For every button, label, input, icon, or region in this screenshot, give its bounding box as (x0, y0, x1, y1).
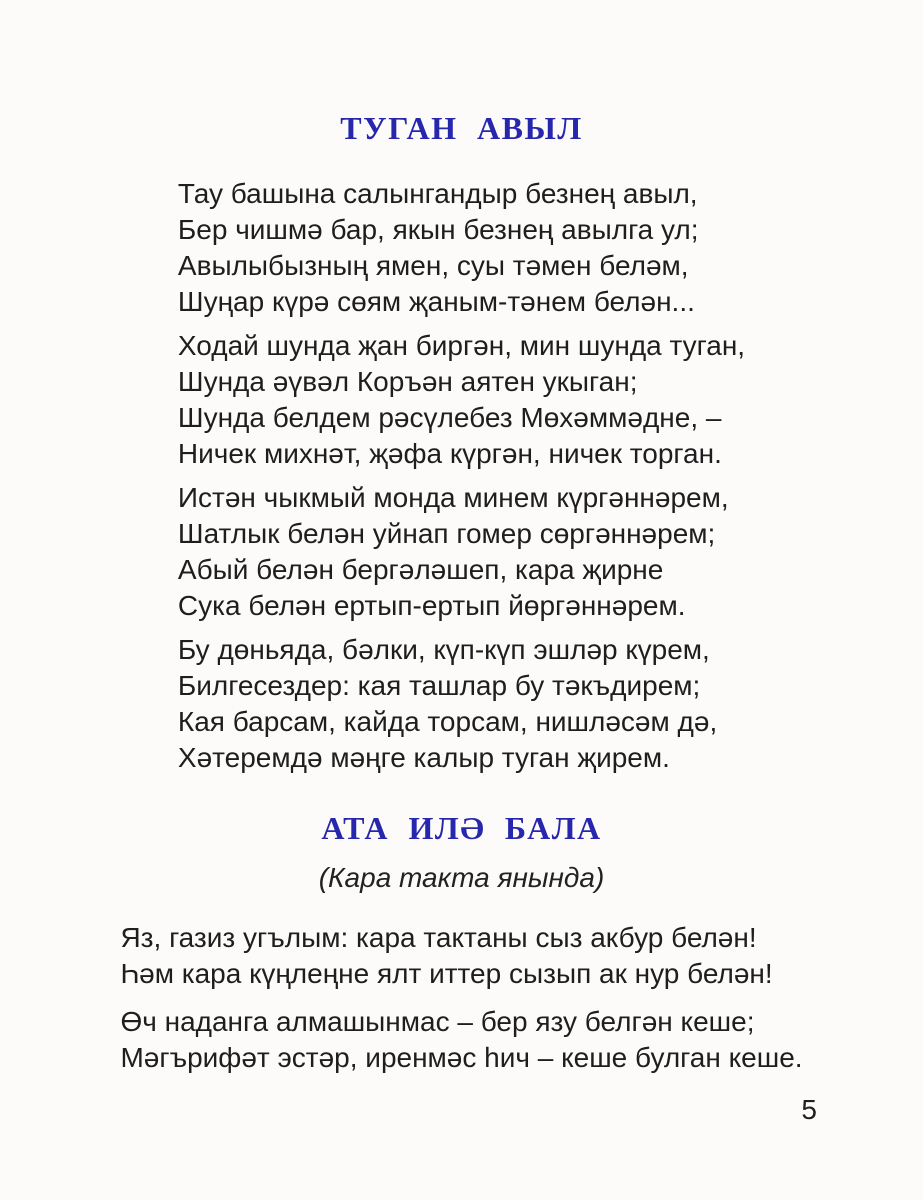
poem-title-tugan-avyl: ТУГАН АВЫЛ (340, 110, 583, 146)
poem-line: Тау башына салынгандыр безнең авыл, (177, 178, 698, 209)
poem-line: Ничек михнәт, җәфа күргән, ничек торган. (177, 438, 722, 469)
poem-line: Ходай шунда җан биргән, мин шунда туган, (177, 330, 746, 361)
poem-subtitle: (Кара такта янында) (318, 862, 605, 893)
poem-ata-ila-bala (120, 920, 802, 1076)
poem-line: Яз, газиз угълым: кара тактаны сыз акбур белән! (120, 922, 757, 953)
poem-line: Сука белән ертып-ертып йөргәннәрем. (177, 590, 686, 621)
poem-line: Бер чишмә бар, якын безнең авылга ул; (177, 214, 699, 245)
poem-line: Авылыбызның ямен, суы тәмен беләм, (177, 250, 689, 281)
poem-line: Мәгърифәт эстәр, иренмәс һич – кеше булган кеше. (120, 1042, 803, 1073)
poem-line: Истән чыкмый монда минем күргәннәрем, (177, 482, 729, 513)
poem-line: Һәм кара күңлеңне ялт иттер сызып ак нур белән! (120, 958, 773, 989)
stanza (178, 480, 745, 624)
poem-line: Шатлык белән уйнап гомер сөргәннәрем; (177, 518, 716, 549)
page-number: 5 (801, 1094, 817, 1125)
poem-line: Билгесездер: кая ташлар бу тәкъдирем; (177, 670, 701, 701)
poem-line: Кая барсам, кайда торсам, нишләсәм дә, (177, 706, 718, 737)
stanza (178, 176, 745, 320)
poem-line: Бу дөньяда, бәлки, күп-күп эшләр күрем, (177, 634, 710, 665)
stanza (178, 328, 745, 472)
poem-line: Хәтеремдә мәңге калыр туган җирем. (177, 742, 670, 773)
poem-line: Шунда белдем рәсүлебез Мөхәммәдне, – (177, 402, 722, 433)
stanza (120, 1004, 802, 1076)
poem-title-ata-ila-bala: АТА ИЛӘ БАЛА (321, 810, 602, 846)
poem-tugan-avyl (178, 176, 745, 776)
poem-line: Өч наданга алмашынмас – бер язу белгән кеше; (120, 1006, 755, 1037)
stanza (178, 632, 745, 776)
poem-line: Шуңар күрә сөям җаным-тәнем белән... (177, 286, 695, 317)
stanza (120, 920, 802, 992)
poem-line: Шунда әүвәл Коръән аятен укыган; (177, 366, 638, 397)
poem-line: Абый белән бергәләшеп, кара җирне (177, 554, 664, 585)
